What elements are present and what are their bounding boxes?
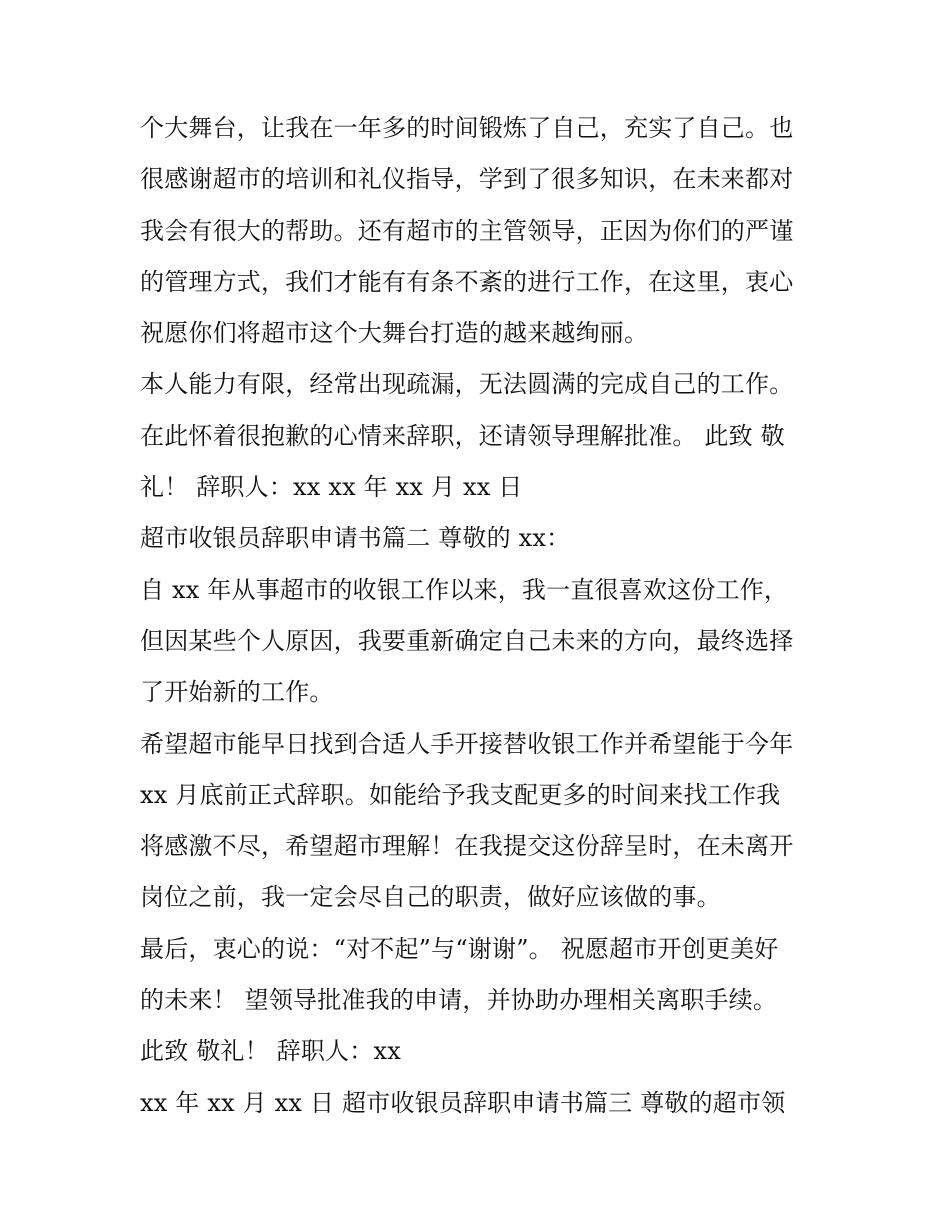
text-line: 超市收银员辞职申请书篇二 尊敬的 xx：	[140, 524, 571, 553]
text-line: 的管理方式，我们才能有有条不紊的进行工作，在这里，衷心	[140, 267, 794, 296]
text-line: xx 月底前正式辞职。如能给予我支配更多的时间来找工作我	[140, 780, 781, 809]
text-line: 个大舞台，让我在一年多的时间锻炼了自己，充实了自己。也	[140, 114, 794, 142]
text-line: 很感谢超市的培训和礼仪指导，学到了很多知识，在未来都对	[140, 165, 794, 194]
text-line: 在此怀着很抱歉的心情来辞职，还请领导理解批准。 此致 敬	[140, 421, 785, 450]
text-line: 祝愿你们将超市这个大舞台打造的越来越绚丽。	[140, 319, 649, 348]
text-line: 礼！ 辞职人：xx xx 年 xx 月 xx 日	[140, 473, 523, 502]
text-line: 岗位之前，我一定会尽自己的职责，做好应该做的事。	[140, 883, 721, 912]
text-line: 了开始新的工作。	[140, 678, 334, 707]
text-line: 自 xx 年从事超市的收银工作以来，我一直很喜欢这份工作，	[140, 575, 789, 604]
text-line: 的未来！ 望领导批准我的申请，并协助办理相关离职手续。	[140, 986, 778, 1015]
text-line: 希望超市能早日找到合适人手开接替收银工作并希望能于今年	[140, 729, 794, 758]
document-body	[140, 103, 820, 1129]
text-line: 我会有很大的帮助。还有超市的主管领导，正因为你们的严谨	[140, 216, 794, 245]
text-line: 将感激不尽，希望超市理解！在我提交这份辞呈时，在未离开	[140, 832, 794, 861]
text-line: 此致 敬礼！ 辞职人：xx	[140, 1037, 401, 1066]
text-line: 最后，衷心的说：“对不起”与“谢谢”。 祝愿超市开创更美好	[140, 934, 779, 963]
text-line: 本人能力有限，经常出现疏漏，无法圆满的完成自己的工作。	[140, 370, 794, 399]
text-line: 但因某些个人原因，我要重新确定自己未来的方向，最终选择	[140, 626, 794, 655]
text-line: xx 年 xx 月 xx 日 超市收银员辞职申请书篇三 尊敬的超市领	[140, 1088, 786, 1117]
